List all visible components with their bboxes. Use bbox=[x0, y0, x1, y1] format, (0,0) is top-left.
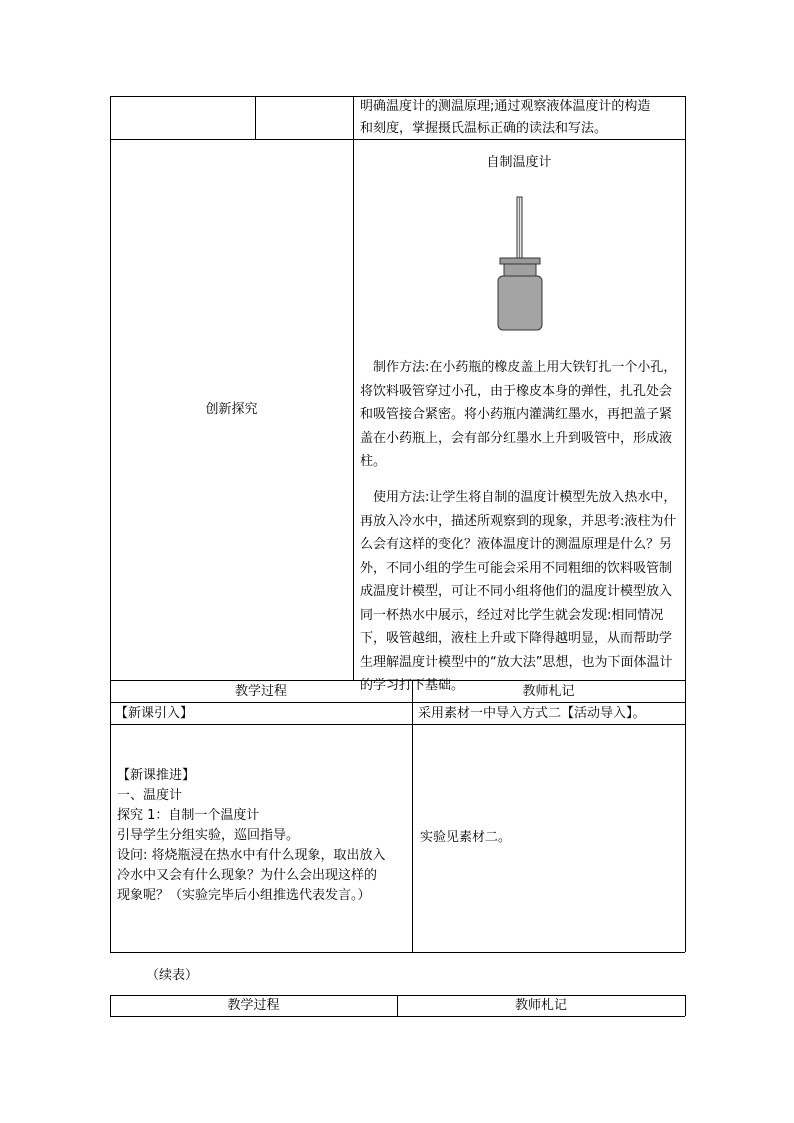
header-teacher-notes: 教师札记 bbox=[522, 684, 575, 699]
header-teaching-process: 教学过程 bbox=[234, 684, 287, 699]
continued-header-process: 教学过程 bbox=[227, 998, 280, 1013]
table-border bbox=[412, 680, 413, 952]
process-line: 现象呢？（实验完毕后小组推选代表发言。） bbox=[117, 888, 371, 903]
figure-title: 自制温度计 bbox=[486, 155, 552, 170]
table-border bbox=[110, 139, 685, 140]
process-line: 冷水中又会有什么现象？为什么会出现这样的 bbox=[117, 868, 378, 883]
process-line: 引导学生分组实验，巡回指导。 bbox=[117, 828, 300, 843]
process-line: 【新课推进】 bbox=[117, 768, 196, 783]
thermometer-bottle-illustration bbox=[490, 192, 550, 334]
process-line: 一、温度计 bbox=[117, 788, 183, 803]
table-border bbox=[353, 96, 354, 680]
making-method-text: 制作方法:在小药瓶的橡皮盖上用大铁钉扎一个小孔，将饮料吸管穿过小孔，由于橡皮本身的弹性，扎孔处会和吸管接合紧密。将小药瓶内灌满红墨水，再把盖子紧盖在小药瓶上，会有部分红墨水上升到吸管中，形成液柱。 bbox=[360, 360, 677, 469]
table-border bbox=[255, 96, 256, 139]
table-border-right bbox=[685, 96, 686, 952]
usage-method-text: 使用方法:让学生将自制的温度计模型先放入热水中，再放入冷水中，描述所观察到的现象，并思考:液柱为什么会有这样的变化？液体温度计的测温原理是什么？另外，不同小组的学生可能会采用不同粗细的饮料吸管制成温度计模型，可让不同小组将他们的温度计模型放入同一杯热水中展示，经过对比学生就会发现:相同情况下，吸管越细，液柱上升或下降得越明显，从而帮助学生理解温度计模型中的“放大法”思想，也为下面体温计的学习打下基础。 bbox=[360, 490, 677, 693]
innovation-label: 创新探究 bbox=[205, 402, 258, 417]
table-border bbox=[685, 995, 686, 1016]
process-line: 设问: 将烧瓶浸在热水中有什么现象，取出放入 bbox=[117, 848, 386, 863]
process-line: 探究 1：自制一个温度计 bbox=[117, 808, 260, 823]
continued-header-notes: 教师札记 bbox=[514, 998, 567, 1013]
objective-line-2: 和刻度，掌握摄氏温标正确的读法和写法。 bbox=[360, 121, 608, 136]
lesson-advance-block bbox=[117, 766, 386, 906]
new-lesson-intro: 【新课引入】 bbox=[115, 706, 194, 721]
intro-notes: 采用素材一中导入方式二【活动导入】。 bbox=[418, 706, 646, 721]
table-border-top bbox=[110, 96, 685, 97]
table-border-bottom bbox=[110, 952, 685, 953]
table-border bbox=[110, 724, 685, 725]
objective-line-1: 明确温度计的测温原理;通过观察液体温度计的构造 bbox=[360, 99, 651, 114]
table-border bbox=[110, 1016, 685, 1017]
table-border-left bbox=[110, 96, 111, 952]
table-border bbox=[110, 702, 685, 703]
experiment-notes: 实验见素材二。 bbox=[420, 830, 512, 845]
continued-label: （续表） bbox=[146, 968, 199, 983]
